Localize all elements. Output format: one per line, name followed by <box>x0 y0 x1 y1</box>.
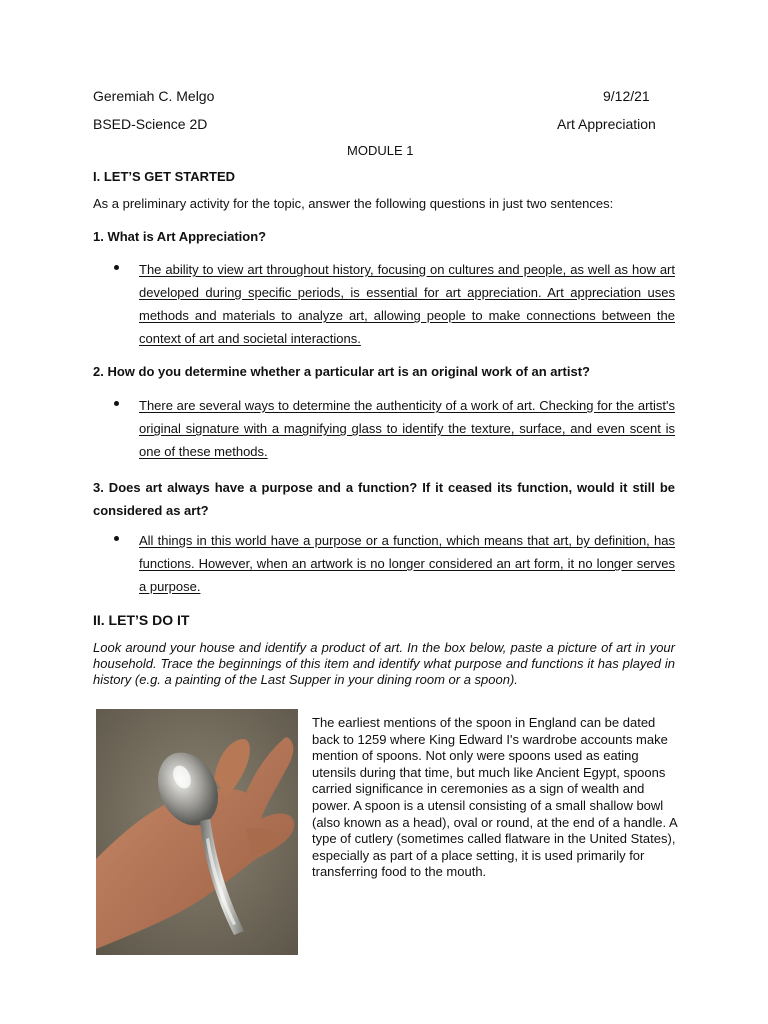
answer-3-text: All things in this world have a purpose or a function, which means that art, by definition, has functions. However, when an artwork is no longer considered an art form, it no longer serves a purpose. <box>139 533 675 594</box>
subject-title: Art Appreciation <box>557 116 656 132</box>
answer-2-text: There are several ways to determine the authenticity of a work of art. Checking for the artist's original signature with a magnifying glass to identify the texture, surface, and even scent is one of these methods. <box>139 398 675 459</box>
bullet-icon <box>114 401 119 406</box>
part2-instructions: Look around your house and identify a product of art. In the box below, paste a picture of art in your household. Trace the beginnings of this item and identify what purpose and functions it has played in history (e.g. a painting of the Last Supper in your dining room or a spoon). <box>93 640 675 687</box>
answer-list-1 <box>93 258 675 350</box>
part1-intro: As a preliminary activity for the topic, answer the following questions in just two sentences: <box>93 196 614 211</box>
question-1: 1. What is Art Appreciation? <box>93 229 267 244</box>
bullet-icon <box>114 536 119 541</box>
spoon-description: The earliest mentions of the spoon in England can be dated back to 1259 where King Edward I's wardrobe accounts make mention of spoons. Not only were spoons used as eating utensils during that time, but much like Ancient Egypt, spoons carried significance in ceremonies as a sign of wealth and power. A spoon is a utensil consisting of a small shallow bowl (also known as a head), oval or round, at the end of a handle. A type of cutlery (sometimes called flatware in the United States), especially as part of a place setting, it is used primarily for transferring food to the mouth. <box>312 715 677 880</box>
bullet-icon <box>114 265 119 270</box>
question-3: 3. Does art always have a purpose and a function? If it ceased its function, would it still be considered as art? <box>93 480 675 518</box>
student-name: Geremiah C. Melgo <box>93 88 215 104</box>
class-section: BSED-Science 2D <box>93 116 208 132</box>
answer-3 <box>93 529 675 598</box>
date: 9/12/21 <box>603 88 650 104</box>
answer-1-text: The ability to view art throughout history, focusing on cultures and people, as well as how art developed during specific periods, is essential for art appreciation. Art appreciation uses methods and materials to analyze art, allowing people to make connections between the context of art and societal interactions. <box>139 262 675 346</box>
question-2: 2. How do you determine whether a particular art is an original work of an artist? <box>93 364 590 379</box>
answer-2 <box>93 394 675 463</box>
answer-list-3 <box>93 529 675 598</box>
spoon-photo <box>96 709 298 955</box>
section-heading-part2: II. LET’S DO IT <box>93 612 190 628</box>
module-title: MODULE 1 <box>347 143 414 158</box>
hand-spoon-image <box>96 709 298 955</box>
answer-1 <box>93 258 675 350</box>
answer-list-2 <box>93 394 675 463</box>
section-heading-part1: I. LET’S GET STARTED <box>93 169 236 184</box>
